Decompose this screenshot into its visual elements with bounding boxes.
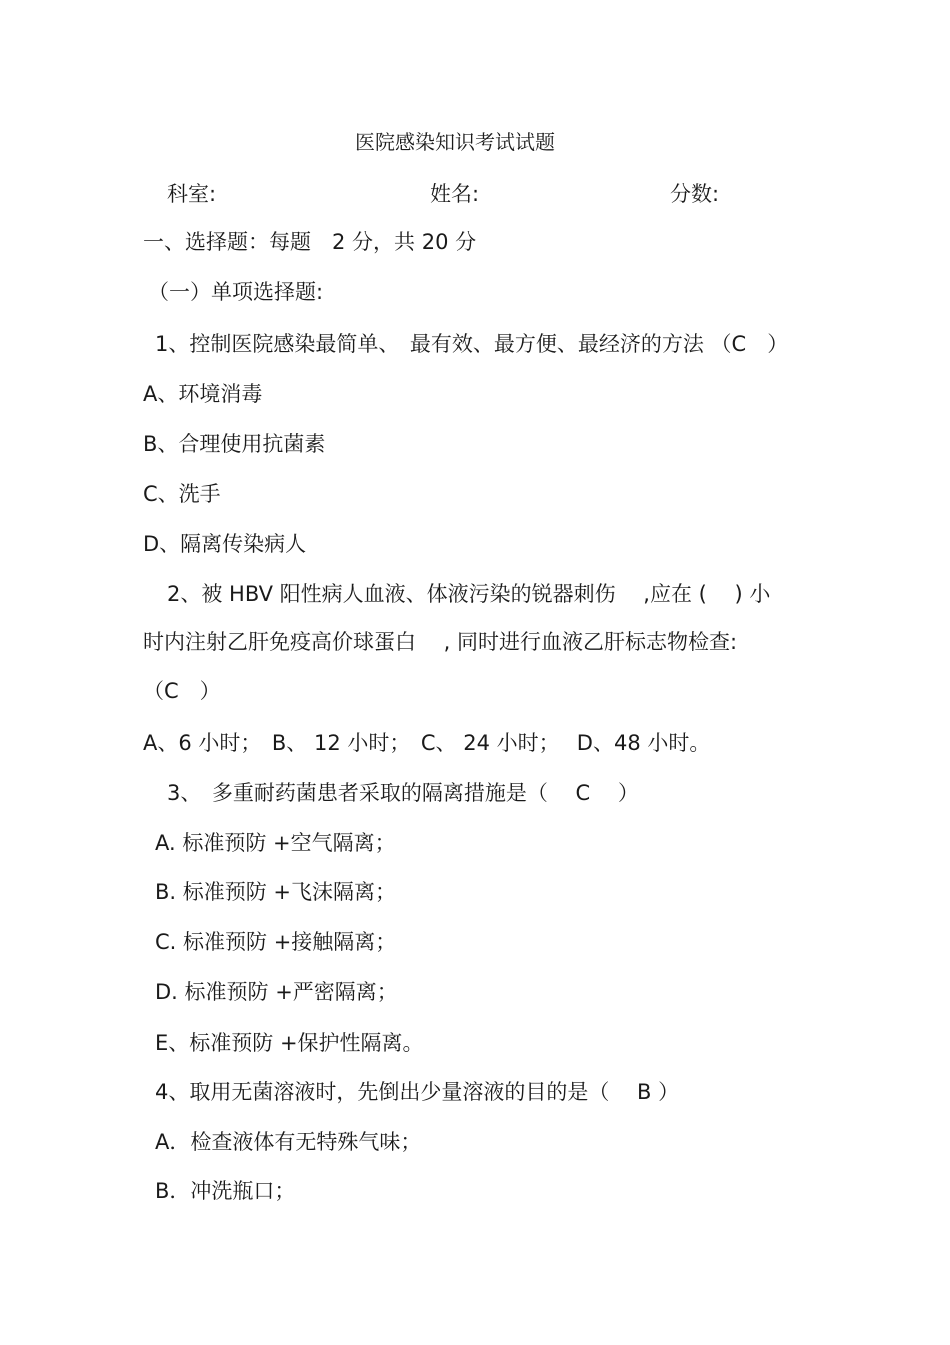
score-field-label: 分数:: [670, 182, 720, 206]
subsection-heading: （一）单项选择题:: [148, 280, 324, 304]
question-1-option-b: B、合理使用抗菌素: [143, 432, 326, 456]
question-3-option-b: B. 标准预防 +飞沫隔离；: [155, 880, 397, 904]
question-4-option-a: A．检查液体有无特殊气味；: [155, 1130, 422, 1154]
department-field-label: 科室:: [167, 182, 217, 206]
question-3-option-e: E、标准预防 +保护性隔离。: [155, 1031, 424, 1055]
question-1-option-a: A、环境消毒: [143, 382, 263, 406]
question-1-option-c: C、洗手: [143, 482, 221, 506]
question-1-stem: 1、控制医院感染最简单、 最有效、最方便、最经济的方法 （C ）: [155, 332, 789, 356]
question-2-answer: （C ）: [143, 679, 221, 703]
question-4-stem: 4、取用无菌溶液时，先倒出少量溶液的目的是（ B ）: [155, 1080, 680, 1104]
name-field-label: 姓名:: [430, 182, 480, 206]
section-heading: 一、选择题：每题 2 分，共 20 分: [143, 230, 477, 254]
page-title: 医院感染知识考试试题: [355, 130, 555, 154]
question-1-option-d: D、隔离传染病人: [143, 532, 307, 556]
question-3-option-d: D. 标准预防 +严密隔离；: [155, 980, 398, 1004]
question-4-option-b: B．冲洗瓶口；: [155, 1179, 296, 1203]
question-3-option-a: A. 标准预防 +空气隔离；: [155, 831, 396, 855]
question-2-stem-line-2: 时内注射乙肝免疫高价球蛋白 , 同时进行血液乙肝标志物检查:: [143, 630, 738, 654]
question-2-stem-line-1: 2、被 HBV 阳性病人血液、体液污染的锐器刺伤 ,应在 ( ) 小: [167, 582, 771, 606]
question-3-stem: 3、 多重耐药菌患者采取的隔离措施是（ C ）: [167, 781, 639, 805]
question-2-options: A、6 小时； B、 12 小时； C、 24 小时； D、48 小时。: [143, 731, 711, 755]
question-3-option-c: C. 标准预防 +接触隔离；: [155, 930, 397, 954]
